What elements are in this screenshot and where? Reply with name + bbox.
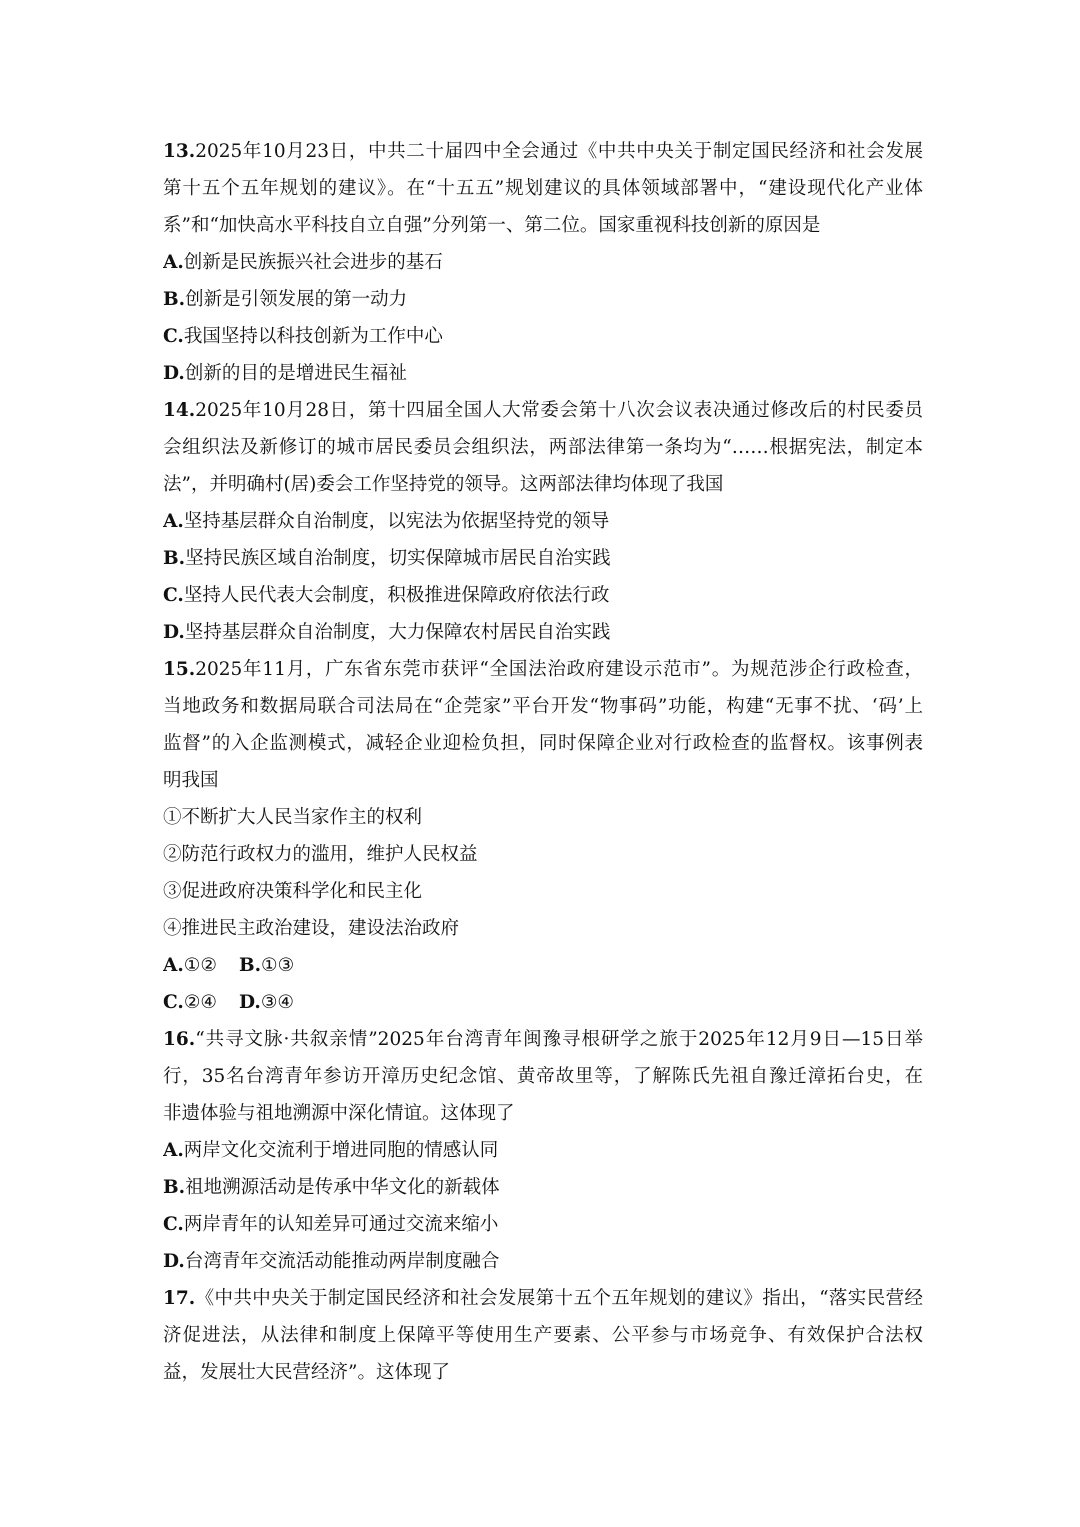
statement-2: ②防范行政权力的滥用，维护人民权益 [163, 844, 478, 865]
option-a[interactable]: A.创新是民族振兴社会进步的基石 [163, 252, 443, 273]
option-b[interactable]: B.①③ [238, 955, 295, 976]
question-stem-line: 明我国 [163, 770, 219, 791]
option-d[interactable]: D.坚持基层群众自治制度，大力保障农村居民自治实践 [163, 622, 611, 643]
question-15 [163, 651, 923, 1021]
question-stem-line: 非遗体验与祖地溯源中深化情谊。这体现了 [163, 1103, 515, 1124]
question-number: 15. [163, 659, 196, 680]
question-stem-line: 第十五个五年规划的建议》。在“十五五”规划建议的具体领域部署中，“建设现代化产业体 [163, 178, 923, 199]
option-c[interactable]: C.我国坚持以科技创新为工作中心 [163, 326, 443, 347]
option-row-cd [163, 984, 923, 1021]
question-number: 16. [163, 1029, 196, 1050]
option-b[interactable]: B.坚持民族区域自治制度，切实保障城市居民自治实践 [163, 548, 611, 569]
option-b[interactable]: B.创新是引领发展的第一动力 [163, 289, 408, 310]
option-d[interactable]: D.创新的目的是增进民生福祉 [163, 363, 407, 384]
question-number: 13. [163, 141, 196, 162]
question-stem-line: 17.《中共中央关于制定国民经济和社会发展第十五个五年规划的建议》指出，“落实民营经 [163, 1288, 923, 1309]
option-d[interactable]: D.③④ [239, 992, 295, 1013]
option-c[interactable]: C.坚持人民代表大会制度，积极推进保障政府依法行政 [163, 585, 610, 606]
statement-4: ④推进民主政治建设，建设法治政府 [163, 918, 460, 939]
question-stem-line: 监督”的入企监测模式，减轻企业迎检负担，同时保障企业对行政检查的监督权。该事例表 [163, 733, 923, 754]
option-a[interactable]: A.①② [163, 955, 217, 976]
question-stem-line: 法”，并明确村(居)委会工作坚持党的领导。这两部法律均体现了我国 [163, 474, 724, 495]
question-stem-line: 13.2025年10月23日，中共二十届四中全会通过《中共中央关于制定国民经济和社会发展 [163, 141, 923, 162]
question-13 [163, 133, 923, 392]
question-stem-line: 益，发展壮大民营经济”。这体现了 [163, 1362, 450, 1383]
question-17 [163, 1280, 923, 1391]
question-stem-line: 行，35名台湾青年参访开漳历史纪念馆、黄帝故里等，了解陈氏先祖自豫迁漳拓台史，在 [163, 1066, 923, 1087]
option-a[interactable]: A.两岸文化交流利于增进同胞的情感认同 [163, 1140, 499, 1161]
question-stem-line: 14.2025年10月28日，第十四届全国人大常委会第十八次会议表决通过修改后的村民委员 [163, 400, 923, 421]
statement-3: ③促进政府决策科学化和民主化 [163, 881, 423, 902]
question-stem-line: 会组织法及新修订的城市居民委员会组织法，两部法律第一条均为“……根据宪法，制定本 [163, 437, 923, 458]
question-stem-line: 16.“共寻文脉·共叙亲情”2025年台湾青年闽豫寻根研学之旅于2025年12月9日—15日举 [163, 1029, 923, 1050]
question-number: 14. [163, 400, 196, 421]
question-number: 17. [163, 1288, 196, 1309]
exam-page [163, 133, 923, 1391]
option-row-ab [163, 947, 923, 984]
option-d[interactable]: D.台湾青年交流活动能推动两岸制度融合 [163, 1251, 500, 1272]
question-14 [163, 392, 923, 651]
option-c[interactable]: C.两岸青年的认知差异可通过交流来缩小 [163, 1214, 499, 1235]
statement-1: ①不断扩大人民当家作主的权利 [163, 807, 423, 828]
question-stem-line: 当地政务和数据局联合司法局在“企莞家”平台开发“物事码”功能，构建“无事不扰、‘码’上 [163, 696, 923, 717]
question-stem-line: 15.2025年11月，广东省东莞市获评“全国法治政府建设示范市”。为规范涉企行政检查， [163, 659, 923, 680]
option-b[interactable]: B.祖地溯源活动是传承中华文化的新载体 [163, 1177, 500, 1198]
option-a[interactable]: A.坚持基层群众自治制度，以宪法为依据坚持党的领导 [163, 511, 610, 532]
question-stem-line: 济促进法，从法律和制度上保障平等使用生产要素、公平参与市场竞争、有效保护合法权 [163, 1325, 923, 1346]
question-stem-line: 系”和“加快高水平科技自立自强”分列第一、第二位。国家重视科技创新的原因是 [163, 215, 821, 236]
question-16 [163, 1021, 923, 1280]
option-c[interactable]: C.②④ [163, 992, 218, 1013]
